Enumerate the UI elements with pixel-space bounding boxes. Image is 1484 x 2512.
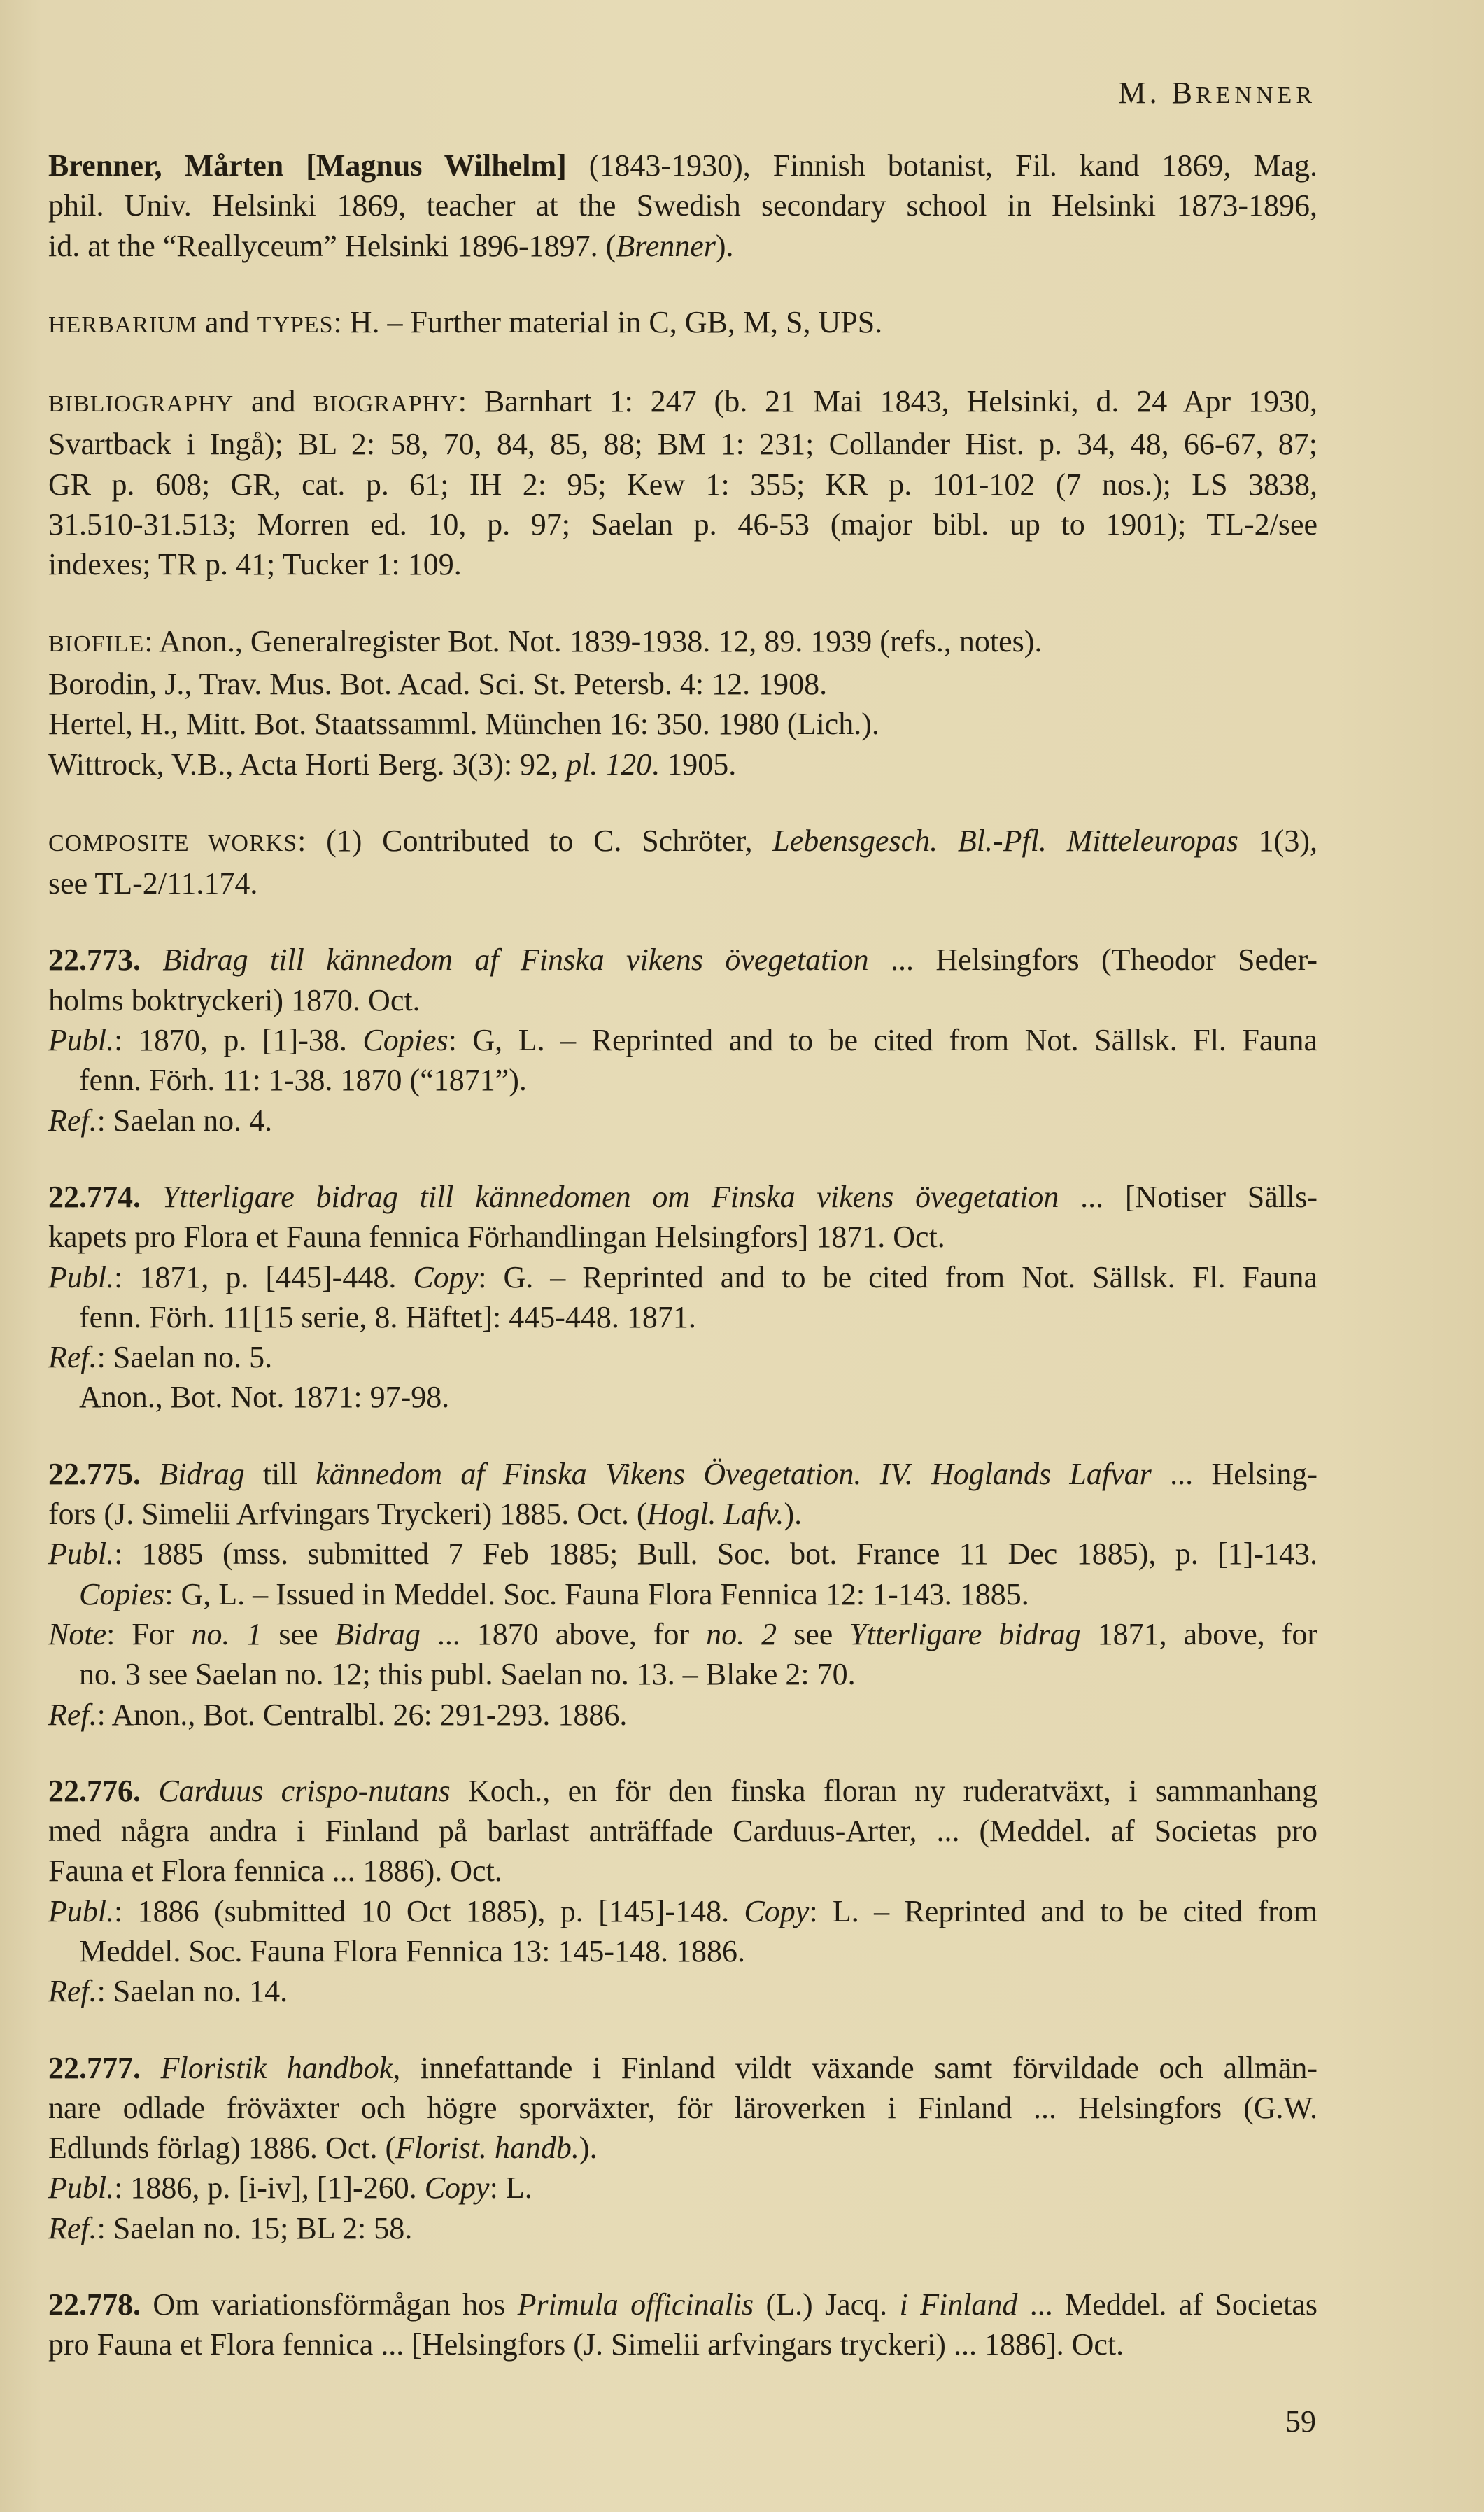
biofile-line-3: Hertel, H., Mitt. Bot. Staatssamml. München 16: 350. 1980 (Lich.). [48,707,879,742]
entry-author: (L.) Jacq. [754,2287,900,2322]
copy-label: Copy [744,1893,810,1928]
composite-works-label: COMPOSITE WORKS [48,830,298,856]
biofile-wittrock-year: . 1905. [651,747,737,782]
publ-label: Publ. [48,1893,115,1928]
copy-text: : L. – Reprinted and to be cited from [809,1893,1317,1928]
ref-text: : Saelan no. 15; BL 2: 58. [97,2210,413,2245]
note-text-c: ... 1870 above, for [420,1616,707,1651]
composite-line-2: see TL-2/11.174. [48,866,258,901]
publ-text: : 1870, p. [1]-38. [114,1023,363,1058]
entry-imprint-cont: holms boktryckeri) 1870. Oct. [48,982,421,1017]
ref-text: : Saelan no. 5. [97,1340,273,1375]
entry-number: 22.773. [48,943,141,978]
note-text-b: see [262,1616,335,1651]
entry-title: Floristik handbok [141,2050,393,2085]
entry-imprint: ... Helsingfors (Theodor Seder- [868,943,1317,978]
publ-label: Publ. [48,1023,115,1058]
note-cont: no. 3 see Saelan no. 12; this publ. Saelan no. 13. – Blake 2: 70. [79,1657,856,1692]
bibliography-label: BIBLIOGRAPHY [48,391,234,418]
page-body [48,146,1317,2365]
entry-number: 22.778. [48,2287,141,2322]
herbarium-and: and [197,304,257,339]
herbarium-label: HERBARIUM [48,311,198,338]
entry-abbreviation-end: ). [579,2131,598,2166]
entry-abbreviation: Hogl. Lafv. [646,1497,784,1532]
running-head-initial: M. [1118,76,1161,110]
copy-text: : G. – Reprinted and to be cited from Not. Sällsk. Fl. Fauna [478,1259,1317,1294]
entry-number: 22.774. [48,1179,141,1214]
running-head-surname-rest: RENNER [1196,83,1316,108]
bio-line-1: (1843-1930), Finnish botanist, Fil. kand 1869, Mag. [566,148,1317,183]
note-ytterligare: Ytterligare bidrag [849,1616,1081,1651]
copies-label: Copies [362,1023,448,1058]
person-name: Brenner, Mårten [Magnus Wilhelm] [48,148,567,183]
copies-text: : G, L. – Issued in Meddel. Soc. Fauna Flora Fennica 12: 1-143. 1885. [164,1576,1029,1611]
ref-text: : Anon., Bot. Centralbl. 26: 291-293. 1886. [97,1697,628,1732]
entry-imprint: ... [Notiser Sälls- [1059,1179,1317,1214]
publ-text: : 1871, p. [445]-448. [114,1259,414,1294]
ref-text: : Saelan no. 4. [97,1103,273,1138]
entry-title-rest: , innefattande i Finland vildt växande samt förvildade och allmän- [393,2050,1317,2085]
bibliography-line-1: : Barnhart 1: 247 (b. 21 Mai 1843, Helsinki, d. 24 Apr 1930, [458,384,1318,419]
ref-cont: Anon., Bot. Not. 1871: 97-98. [79,1380,450,1415]
entry-line-2: med några andra i Finland på barlast anträffade Carduus-Arter, ... (Meddel. af Societas pro [48,1814,1317,1849]
publ-label: Publ. [48,2171,115,2206]
bibliography-line-2: Svartback i Ingå); BL 2: 58, 70, 84, 85, 88; BM 1: 231; Collander Hist. p. 34, 48, 66-67, 87; [48,427,1317,462]
ref-label: Ref. [48,1103,97,1138]
entry-species: Primula officinalis [517,2287,754,2322]
bio-line-3: id. at the “Reallyceum” Helsinki 1896-1897. ( [48,228,616,263]
ref-label: Ref. [48,1974,97,2009]
entry-22-775 [48,1454,1317,1735]
publ-text: : 1886, p. [i-iv], [1]-260. [114,2171,425,2206]
bibliography-line-4: 31.510-31.513; Morren ed. 10, p. 97; Saelan p. 46-53 (major bibl. up to 1901); TL-2/see [48,507,1317,542]
note-text-d: see [777,1616,850,1651]
entry-number: 22.776. [48,1773,141,1808]
entry-imprint-cont: fors (J. Simelii Arfvingars Tryckeri) 1885. Oct. ( [48,1497,647,1532]
biography-paragraph [48,146,1317,266]
entry-title-b: kännedom af Finska Vikens Övegetation. IV. Hoglands Lafvar [316,1456,1152,1491]
entry-imprint: ... Meddel. af Societas [1017,2287,1317,2322]
bio-line-2: phil. Univ. Helsinki 1869, teacher at the Swedish secondary school in Helsinki 1873-1896, [48,188,1317,223]
entry-line-2: nare odlade fröväxter och högre sporväxter, för läroverken i Finland ... Helsingfors (G.W. [48,2090,1317,2125]
entry-line-3: Fauna et Flora fennica ... 1886). Oct. [48,1854,502,1889]
note-no1: no. 1 [191,1616,262,1651]
publ-text: : 1885 (mss. submitted 7 Feb 1885; Bull. Soc. bot. France 11 Dec 1885), p. [1]-143. [114,1537,1317,1572]
running-head [1119,73,1316,115]
running-head-surname-first: B [1171,76,1196,110]
biography-label: BIOGRAPHY [313,391,458,418]
entry-22-777 [48,2048,1317,2248]
ref-label: Ref. [48,1697,97,1732]
bibliography-line-5: indexes; TR p. 41; Tucker 1: 109. [48,547,462,582]
copies-label: Copies [79,1576,165,1611]
ref-label: Ref. [48,1340,97,1375]
entry-22-778 [48,2285,1317,2365]
biofile-paragraph [48,621,1317,784]
note-text-e: 1871, above, for [1080,1616,1318,1651]
biofile-line-2: Borodin, J., Trav. Mus. Bot. Acad. Sci. St. Petersb. 4: 12. 1908. [48,666,828,701]
note-label: Note [48,1616,107,1651]
publ-label: Publ. [48,1537,115,1572]
bibliography-and: and [234,384,313,419]
copies-text: : G, L. – Reprinted and to be cited from Not. Sällsk. Fl. Fauna [448,1023,1317,1058]
entry-abbreviation-end: ). [784,1497,803,1532]
entry-22-776 [48,1771,1317,2012]
herbarium-text: : H. – Further material in C, GB, M, S, UPS. [333,304,883,339]
biofile-line-1: : Anon., Generalregister Bot. Not. 1839-1938. 12, 89. 1939 (refs., notes). [144,623,1043,658]
types-label: TYPES [257,311,334,338]
entry-line-2: pro Fauna et Flora fennica ... [Helsingfors (J. Simelii arfvingars tryckeri) ... 1886]. Oct. [48,2327,1124,2362]
note-no2: no. 2 [706,1616,777,1651]
biofile-label: BIOFILE [48,630,145,657]
composite-text: : (1) Contributed to C. Schröter, [297,823,773,858]
entry-22-773 [48,940,1317,1140]
entry-title: Ytterligare bidrag till kännedomen om Finska vikens övegetation [141,1179,1059,1214]
entry-title: Bidrag till kännedom af Finska vikens övegetation [141,943,869,978]
entry-place: i Finland [899,2287,1018,2322]
bibliography-line-3: GR p. 608; GR, cat. p. 61; IH 2: 95; Kew 1: 355; KR p. 101-102 (7 nos.); LS 3838, [48,467,1317,502]
entry-imprint: ... Helsing- [1151,1456,1317,1491]
biofile-wittrock: Wittrock, V.B., Acta Horti Berg. 3(3): 92, [48,747,567,782]
entry-title-a: Bidrag [141,1456,245,1491]
bibliography-paragraph [48,381,1317,584]
entry-22-774 [48,1177,1317,1418]
ref-label: Ref. [48,2210,97,2245]
entry-number: 22.777. [48,2050,141,2085]
ref-text: : Saelan no. 14. [97,1974,288,2009]
publ-cont: fenn. Förh. 11: 1-38. 1870 (“1871”). [79,1063,527,1098]
publ-cont: fenn. Förh. 11[15 serie, 8. Häftet]: 445-448. 1871. [79,1299,696,1334]
bio-source-end: ). [715,228,734,263]
entry-title: Carduus crispo-nutans [141,1773,451,1808]
copy-label: Copy [424,2171,490,2206]
publ-text: : 1886 (submitted 10 Oct 1885), p. [145]-148. [114,1893,744,1928]
entry-title: Om variationsförmågan hos [141,2287,518,2322]
note-text-a: : For [106,1616,192,1651]
bio-source: Brenner [616,228,716,263]
entry-imprint-cont: kapets pro Flora et Fauna fennica Förhandlingan Helsingfors] 1871. Oct. [48,1220,945,1255]
note-bidrag: Bidrag [334,1616,421,1651]
copy-text: : L. [489,2171,532,2206]
composite-title: Lebensgesch. Bl.-Pfl. Mitteleuropas [772,823,1238,858]
page-number: 59 [1285,2404,1316,2439]
composite-volume: 1(3), [1238,823,1317,858]
biofile-wittrock-plate: pl. 120 [566,747,652,782]
entry-number: 22.775. [48,1456,141,1491]
herbarium-paragraph [48,302,1317,345]
publ-cont: Meddel. Soc. Fauna Flora Fennica 13: 145-148. 1886. [79,1933,745,1968]
composite-works-paragraph [48,821,1317,904]
entry-abbreviation: Florist. handb. [395,2131,579,2166]
publ-label: Publ. [48,1259,115,1294]
entry-title-rest: Koch., en för den finska floran ny ruderatväxt, i sammanhang [450,1773,1317,1808]
entry-title-mid: till [244,1456,316,1491]
copy-label: Copy [413,1259,479,1294]
entry-line-3: Edlunds förlag) 1886. Oct. ( [48,2131,396,2166]
